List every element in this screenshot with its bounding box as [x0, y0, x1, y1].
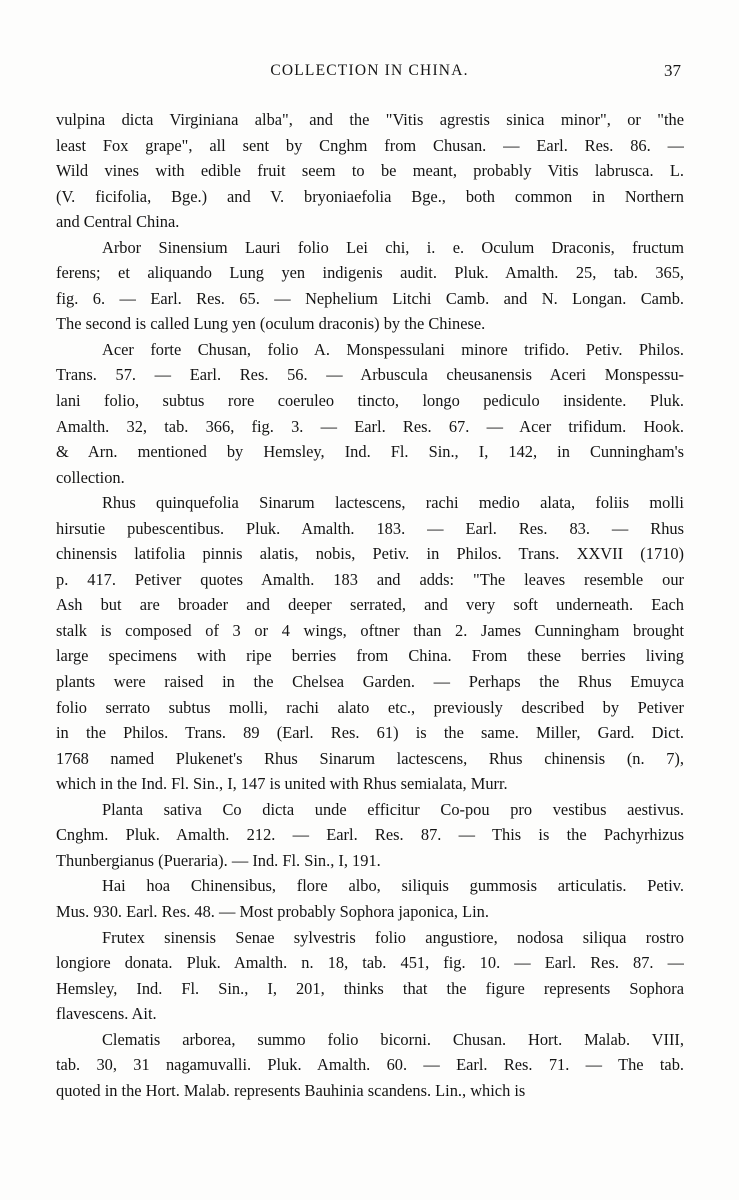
- text-line: Trans. 57. — Earl. Res. 56. — Arbuscula cheusanensis Aceri Monspessu-: [56, 365, 684, 385]
- text-line: tab. 30, 31 nagamuvalli. Pluk. Amalth. 60. — Earl. Res. 71. — The tab.: [56, 1055, 684, 1075]
- text-line: collection.: [56, 467, 125, 487]
- text-line: hirsutie pubescentibus. Pluk. Amalth. 183. — Earl. Res. 83. — Rhus: [56, 518, 684, 538]
- text-line: in the Philos. Trans. 89 (Earl. Res. 61) is the same. Miller, Gard. Dict.: [56, 723, 684, 743]
- text-line: flavescens. Ait.: [56, 1004, 157, 1024]
- body-text: [56, 107, 684, 1103]
- text-line: large specimens with ripe berries from China. From these berries living: [56, 646, 684, 666]
- text-line: 1768 named Plukenet's Rhus Sinarum lactescens, Rhus chinensis (n. 7),: [56, 748, 684, 768]
- text-line: vulpina dicta Virginiana alba", and the "Vitis agrestis sinica minor", or "the: [56, 110, 684, 129]
- running-title: COLLECTION IN CHINA.: [270, 62, 469, 79]
- text-line: Arbor Sinensium Lauri folio Lei chi, i. e. Oculum Draconis, fructum: [102, 237, 684, 257]
- text-line: fig. 6. — Earl. Res. 65. — Nephelium Litchi Camb. and N. Longan. Camb.: [56, 288, 684, 308]
- text-line: Cnghm. Pluk. Amalth. 212. — Earl. Res. 87. — This is the Pachyrhizus: [56, 825, 684, 845]
- text-line: Wild vines with edible fruit seem to be meant, probably Vitis labrusca. L.: [56, 161, 684, 181]
- text-line: Clematis arborea, summo folio bicorni. Chusan. Hort. Malab. VIII,: [102, 1029, 684, 1049]
- text-line: least Fox grape", all sent by Cnghm from Chusan. — Earl. Res. 86. —: [56, 135, 684, 155]
- text-line: Amalth. 32, tab. 366, fig. 3. — Earl. Res. 67. — Acer trifidum. Hook.: [56, 416, 684, 436]
- text-line: and Central China.: [56, 212, 180, 232]
- text-line: & Arn. mentioned by Hemsley, Ind. Fl. Sin., I, 142, in Cunningham's: [56, 442, 684, 462]
- text-line: Hemsley, Ind. Fl. Sin., I, 201, thinks that the figure represents Sophora: [56, 978, 684, 998]
- text-line: Acer forte Chusan, folio A. Monspessulani minore trifido. Petiv. Philos.: [102, 339, 684, 359]
- text-line: Ash but are broader and deeper serrated, and very soft underneath. Each: [56, 595, 684, 615]
- text-line: The second is called Lung yen (oculum draconis) by the Chinese.: [56, 314, 486, 334]
- text-line: quoted in the Hort. Malab. represents Bauhinia scandens. Lin., which is: [56, 1080, 526, 1100]
- text-line: p. 417. Petiver quotes Amalth. 183 and adds: "The leaves resemble our: [56, 569, 684, 589]
- text-line: Thunbergianus (Pueraria). — Ind. Fl. Sin., I, 191.: [56, 850, 381, 870]
- text-line: stalk is composed of 3 or 4 wings, oftner than 2. James Cunningham brought: [56, 620, 684, 640]
- text-line: folio serrato subtus molli, rachi alato etc., previously described by Petiver: [56, 697, 684, 717]
- text-line: Mus. 930. Earl. Res. 48. — Most probably Sophora japonica, Lin.: [56, 901, 489, 921]
- text-line: longiore donata. Pluk. Amalth. n. 18, tab. 451, fig. 10. — Earl. Res. 87. —: [56, 953, 684, 973]
- text-line: chinensis latifolia pinnis alatis, nobis, Petiv. in Philos. Trans. XXVII (1710): [56, 544, 684, 564]
- text-line: which in the Ind. Fl. Sin., I, 147 is united with Rhus semialata, Murr.: [56, 774, 508, 794]
- page-number: 37: [664, 61, 681, 80]
- text-line: Frutex sinensis Senae sylvestris folio angustiore, nodosa siliqua rostro: [102, 927, 684, 947]
- text-line: plants were raised in the Chelsea Garden. — Perhaps the Rhus Emuyca: [56, 672, 684, 692]
- running-head: [56, 62, 683, 86]
- text-line: Rhus quinquefolia Sinarum lactescens, rachi medio alata, foliis molli: [102, 493, 684, 513]
- text-line: (V. ficifolia, Bge.) and V. bryoniaefolia Bge., both common in Northern: [56, 186, 684, 206]
- text-line: ferens; et aliquando Lung yen indigenis audit. Pluk. Amalth. 25, tab. 365,: [56, 263, 684, 283]
- text-line: Hai hoa Chinensibus, flore albo, siliquis gummosis articulatis. Petiv.: [102, 876, 684, 896]
- text-line: Planta sativa Co dicta unde efficitur Co-pou pro vestibus aestivus.: [102, 799, 684, 819]
- text-line: lani folio, subtus rore coeruleo tincto, longo pediculo insidente. Pluk.: [56, 391, 684, 411]
